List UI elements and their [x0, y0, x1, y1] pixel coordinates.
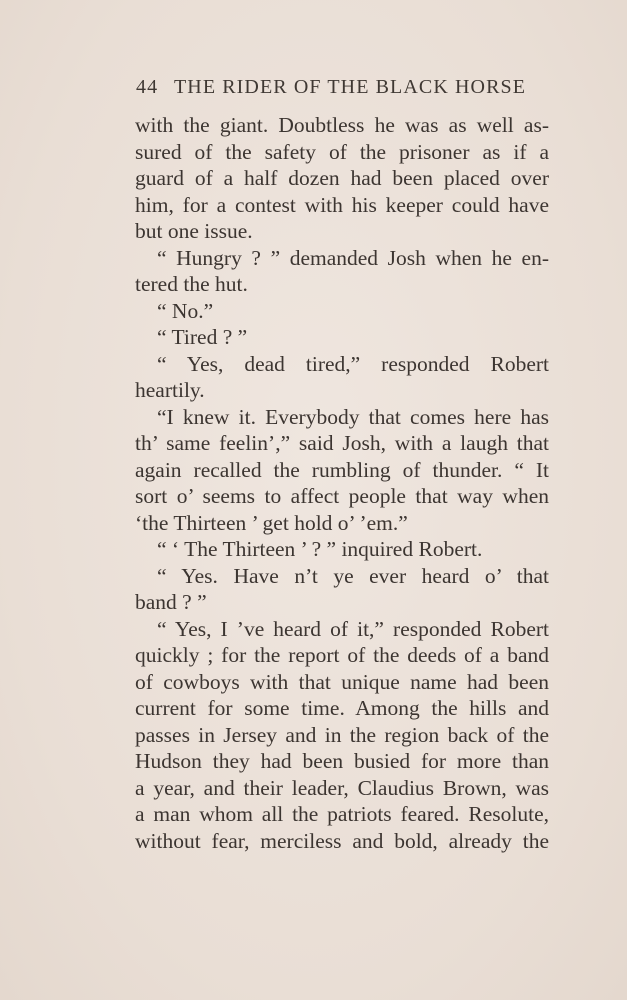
text-line: tered the hut.: [135, 272, 248, 296]
text-line: but one issue.: [135, 219, 253, 243]
text-line: again recalled the rumbling of thunder. “ It: [135, 457, 549, 482]
text-line: without fear, merciless and bold, already the: [135, 828, 549, 853]
text-line: passes in Jersey and in the region back of the: [135, 722, 549, 747]
text-line: sort o’ seems to affect people that way when: [135, 484, 549, 508]
text-line: “ Yes, dead tired,” responded Robert: [157, 351, 549, 376]
body-text: [135, 112, 549, 854]
text-line: “ ‘ The Thirteen ’ ? ” inquired Robert.: [157, 537, 483, 561]
text-line: a year, and their leader, Claudius Brown, was: [135, 775, 549, 800]
text-line: th’ same feelin’,” said Josh, with a laugh that: [135, 431, 549, 455]
text-line: a man whom all the patriots feared. Resolute,: [135, 802, 549, 826]
text-line: “ Yes. Have n’t ye ever heard o’ that: [157, 563, 549, 588]
text-line: with the giant. Doubtless he was as well as-: [135, 113, 549, 137]
text-line: current for some time. Among the hills and: [135, 696, 549, 720]
text-line: quickly ; for the report of the deeds of a band: [135, 643, 549, 667]
text-line: Hudson they had been busied for more than: [135, 749, 549, 773]
text-line: of cowboys with that unique name had been: [135, 669, 549, 694]
text-line: “ No.”: [157, 298, 214, 323]
text-line: him, for a contest with his keeper could have: [135, 192, 549, 217]
text-line: band ? ”: [135, 590, 207, 614]
text-line: “ Tired ? ”: [157, 325, 248, 349]
running-head: [136, 76, 536, 99]
text-line: “I knew it. Everybody that comes here has: [157, 404, 549, 429]
text-line: sured of the safety of the prisoner as if a: [135, 139, 549, 164]
text-line: guard of a half dozen had been placed over: [135, 166, 549, 190]
text-line: ‘the Thirteen ’ get hold o’ ’em.”: [135, 510, 408, 535]
page-number: 44: [136, 76, 159, 98]
text-line: “ Hungry ? ” demanded Josh when he en-: [157, 245, 549, 270]
text-line: “ Yes, I ’ve heard of it,” responded Robert: [157, 616, 549, 641]
text-line: heartily.: [135, 378, 205, 402]
running-title: THE RIDER OF THE BLACK HORSE: [173, 76, 527, 98]
